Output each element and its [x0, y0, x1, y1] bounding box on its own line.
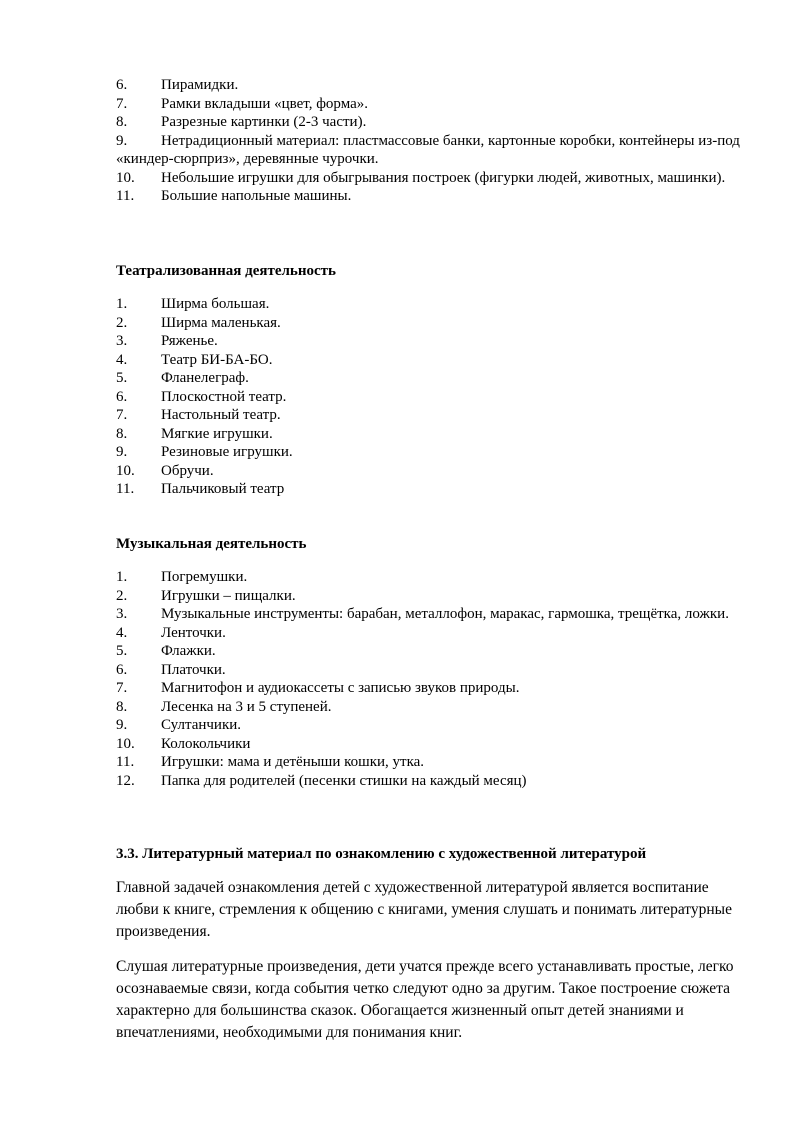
list-item-number: 1.: [116, 569, 128, 585]
list-item: [116, 462, 756, 481]
list-item-text: Плоскостной театр.: [161, 388, 287, 405]
list-item-number: 9.: [116, 444, 128, 460]
list-item-number: 6.: [116, 388, 128, 405]
list-item-text: Фланелеграф.: [161, 370, 249, 386]
section-heading-literature: 3.3. Литературный материал по ознакомлению с художественной литературой: [116, 846, 647, 862]
list-item-text: Ленточки.: [161, 624, 226, 641]
list-item-number: 4.: [116, 351, 128, 368]
list-item: [116, 425, 756, 444]
list-item-text: Настольный театр.: [161, 407, 281, 423]
list-item-text: Резиновые игрушки.: [161, 444, 293, 460]
list-item-text: Папка для родителей (песенки стишки на каждый месяц): [161, 772, 527, 789]
list-item-number: 11.: [116, 481, 135, 497]
list-item: [116, 443, 756, 462]
list-item-number: 2.: [116, 587, 128, 604]
list-item: [116, 568, 756, 587]
list-item-number: 5.: [116, 370, 128, 386]
list-item: [116, 735, 756, 754]
paragraph-literature-listening: Слушая литературные произведения, дети учатся прежде всего устанавливать простые, легко осознаваемые связи, когда события четко следуют одно за другим. Такое построение сюжета характерно для большинства сказок. Обогащается жизненный опыт детей знаниями и впечатлениями, необходимыми для понимания книг.: [116, 958, 734, 1041]
section-heading-theatre: Театрализованная деятельность: [116, 263, 336, 279]
list-item-number: 9.: [116, 132, 128, 149]
list-item-text: Игрушки – пищалки.: [161, 587, 296, 604]
list-item-number: 7.: [116, 680, 128, 696]
list-item: [116, 369, 756, 388]
list-item-number: 7.: [116, 407, 128, 423]
list-item-text: Обручи.: [161, 462, 214, 479]
list-item: [116, 605, 756, 624]
list-construction-continued: [116, 76, 756, 206]
list-item-text: Султанчики.: [161, 717, 242, 733]
list-item-text: Рамки вкладыши «цвет, форма».: [161, 95, 369, 112]
list-item: [116, 388, 756, 407]
list-item-number: 10.: [116, 462, 135, 479]
list-item-number: 11.: [116, 754, 135, 770]
list-item-text: Мягкие игрушки.: [161, 425, 273, 442]
list-item: [116, 624, 756, 643]
list-item-text: Ряженье.: [161, 333, 218, 349]
list-item-text: Колокольчики: [161, 735, 251, 752]
list-item-number: 2.: [116, 314, 128, 331]
list-item-number: 10.: [116, 735, 135, 752]
list-item-text: Большие напольные машины.: [161, 188, 352, 204]
list-item-number: 3.: [116, 333, 128, 349]
list-item-number: 8.: [116, 114, 128, 130]
list-item: [116, 113, 756, 132]
list-item: [116, 679, 756, 698]
list-item-text: Пальчиковый театр: [161, 481, 285, 497]
list-item: [116, 587, 756, 606]
list-item-text: Нетрадиционный материал: пластмассовые банки, картонные коробки, контейнеры из-под «киндер-сюрприз», деревянные чурочки.: [116, 132, 740, 167]
list-item: [116, 698, 756, 717]
list-item-number: 6.: [116, 77, 128, 93]
list-item: [116, 169, 756, 188]
list-item: [116, 661, 756, 680]
list-item-text: Флажки.: [161, 643, 216, 659]
list-item-text: Пирамидки.: [161, 77, 239, 93]
list-item: [116, 295, 756, 314]
paragraph-literature-goal: Главной задачей ознакомления детей с художественной литературой является воспитание любви к книге, стремления к общению с книгами, умения слушать и понимать литературные произведения.: [116, 879, 732, 940]
list-item: [116, 351, 756, 370]
list-item: [116, 187, 756, 206]
list-item-text: Лесенка на 3 и 5 ступеней.: [161, 698, 332, 715]
list-item: [116, 772, 756, 791]
list-item-number: 3.: [116, 606, 128, 622]
list-item-number: 8.: [116, 425, 128, 442]
list-item: [116, 314, 756, 333]
list-item-number: 4.: [116, 624, 128, 641]
list-item-number: 8.: [116, 698, 128, 715]
list-item-text: Магнитофон и аудиокассеты с записью звуков природы.: [161, 680, 520, 696]
list-item-text: Погремушки.: [161, 569, 248, 585]
list-item-text: Ширма большая.: [161, 296, 270, 312]
list-music: [116, 568, 756, 790]
list-item-number: 12.: [116, 772, 135, 789]
list-item-text: Ширма маленькая.: [161, 314, 281, 331]
list-theatre: [116, 295, 756, 499]
list-item-text: Разрезные картинки (2-3 части).: [161, 114, 367, 130]
list-item: [116, 480, 756, 499]
list-item-text: Музыкальные инструменты: барабан, металлофон, маракас, гармошка, трещётка, ложки.: [161, 606, 729, 622]
section-heading-music: Музыкальная деятельность: [116, 536, 307, 552]
list-item-text: Небольшие игрушки для обыгрывания построек (фигурки людей, животных, машинки).: [161, 169, 726, 186]
list-item: [116, 753, 756, 772]
list-item: [116, 76, 756, 95]
list-item-number: 10.: [116, 169, 135, 186]
list-item: [116, 332, 756, 351]
list-item: [116, 716, 756, 735]
list-item: [116, 642, 756, 661]
list-item: [116, 95, 756, 114]
list-item-number: 1.: [116, 296, 128, 312]
list-item-number: 5.: [116, 643, 128, 659]
list-item-text: Игрушки: мама и детёныши кошки, утка.: [161, 754, 425, 770]
list-item-number: 9.: [116, 717, 128, 733]
list-item-text: Театр БИ-БА-БО.: [161, 351, 273, 368]
list-item: [116, 132, 756, 169]
list-item-number: 6.: [116, 661, 128, 678]
list-item-text: Платочки.: [161, 661, 226, 678]
list-item: [116, 406, 756, 425]
list-item-number: 7.: [116, 95, 128, 112]
list-item-number: 11.: [116, 188, 135, 204]
